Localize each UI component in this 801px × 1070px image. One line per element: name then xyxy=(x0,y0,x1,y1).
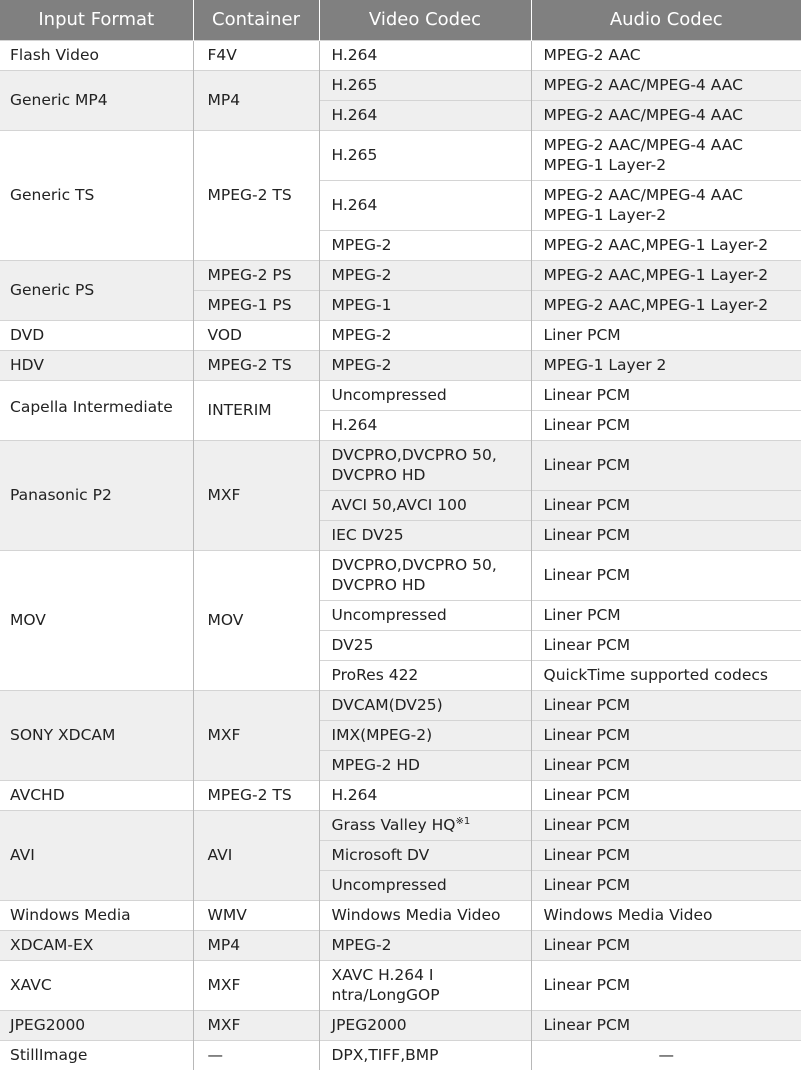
video-cell: DVCAM(DV25) xyxy=(319,690,531,720)
audio-cell: Liner PCM xyxy=(531,320,801,350)
audio-cell: Linear PCM xyxy=(531,630,801,660)
video-cell: MPEG-2 xyxy=(319,320,531,350)
format-cell: AVI xyxy=(0,810,193,900)
audio-cell: Linear PCM xyxy=(531,1010,801,1040)
format-cell: Capella Intermediate xyxy=(0,380,193,440)
table-row xyxy=(0,40,801,70)
container-cell: MP4 xyxy=(193,930,319,960)
container-cell: MXF xyxy=(193,690,319,780)
video-cell: DV25 xyxy=(319,630,531,660)
format-cell: MOV xyxy=(0,550,193,690)
audio-cell: Linear PCM xyxy=(531,490,801,520)
audio-cell: MPEG-2 AAC,MPEG-1 Layer-2 xyxy=(531,230,801,260)
video-cell: H.264 xyxy=(319,40,531,70)
table-row xyxy=(0,550,801,600)
format-cell: AVCHD xyxy=(0,780,193,810)
container-cell: MPEG-2 PS xyxy=(193,260,319,290)
video-cell: IMX(MPEG-2) xyxy=(319,720,531,750)
video-cell: MPEG-2 xyxy=(319,260,531,290)
header-video-codec: Video Codec xyxy=(319,0,531,40)
table-row xyxy=(0,350,801,380)
video-cell: Microsoft DV xyxy=(319,840,531,870)
video-cell: H.264 xyxy=(319,100,531,130)
video-cell: AVCI 50,AVCI 100 xyxy=(319,490,531,520)
format-cell: XAVC xyxy=(0,960,193,1010)
container-cell: MPEG-2 TS xyxy=(193,130,319,260)
container-cell: MPEG-2 TS xyxy=(193,350,319,380)
table-row xyxy=(0,780,801,810)
table-row xyxy=(0,900,801,930)
audio-cell: Liner PCM xyxy=(531,600,801,630)
video-cell: Uncompressed xyxy=(319,380,531,410)
video-cell: DPX,TIFF,BMP xyxy=(319,1040,531,1070)
audio-cell: Linear PCM xyxy=(531,960,801,1010)
audio-cell: Linear PCM xyxy=(531,870,801,900)
audio-cell: Linear PCM xyxy=(531,690,801,720)
video-cell: IEC DV25 xyxy=(319,520,531,550)
video-cell: DVCPRO,DVCPRO 50, DVCPRO HD xyxy=(319,440,531,490)
audio-cell: Linear PCM xyxy=(531,520,801,550)
table-row xyxy=(0,130,801,180)
audio-cell: Linear PCM xyxy=(531,810,801,840)
container-cell: MPEG-2 TS xyxy=(193,780,319,810)
table-row xyxy=(0,1010,801,1040)
table-row xyxy=(0,260,801,290)
video-cell: H.265 xyxy=(319,130,531,180)
table-row xyxy=(0,930,801,960)
format-cell: Windows Media xyxy=(0,900,193,930)
audio-cell: QuickTime supported codecs xyxy=(531,660,801,690)
audio-cell: Windows Media Video xyxy=(531,900,801,930)
container-cell: MXF xyxy=(193,960,319,1010)
video-cell: DVCPRO,DVCPRO 50, DVCPRO HD xyxy=(319,550,531,600)
container-cell: WMV xyxy=(193,900,319,930)
video-cell: XAVC H.264 I ntra/LongGOP xyxy=(319,960,531,1010)
video-text: Grass Valley HQ xyxy=(331,816,456,834)
audio-cell: Linear PCM xyxy=(531,380,801,410)
table-row xyxy=(0,320,801,350)
format-cell: XDCAM-EX xyxy=(0,930,193,960)
container-cell: F4V xyxy=(193,40,319,70)
video-cell: H.264 xyxy=(319,180,531,230)
format-cell: StillImage xyxy=(0,1040,193,1070)
format-cell: Generic PS xyxy=(0,260,193,320)
format-cell: DVD xyxy=(0,320,193,350)
audio-cell: MPEG-2 AAC/MPEG-4 AAC xyxy=(531,70,801,100)
audio-cell: Linear PCM xyxy=(531,750,801,780)
container-cell: MP4 xyxy=(193,70,319,130)
table-row xyxy=(0,1040,801,1070)
format-cell: HDV xyxy=(0,350,193,380)
video-cell: ProRes 422 xyxy=(319,660,531,690)
video-cell xyxy=(319,810,531,840)
audio-cell: Linear PCM xyxy=(531,410,801,440)
table-row xyxy=(0,960,801,1010)
audio-cell: Linear PCM xyxy=(531,930,801,960)
video-cell: MPEG-2 xyxy=(319,230,531,260)
container-cell: MOV xyxy=(193,550,319,690)
audio-cell: MPEG-2 AAC,MPEG-1 Layer-2 xyxy=(531,290,801,320)
header-input-format: Input Format xyxy=(0,0,193,40)
video-cell: Windows Media Video xyxy=(319,900,531,930)
video-cell: JPEG2000 xyxy=(319,1010,531,1040)
audio-cell: MPEG-2 AAC,MPEG-1 Layer-2 xyxy=(531,260,801,290)
audio-cell: MPEG-1 Layer 2 xyxy=(531,350,801,380)
video-cell: Uncompressed xyxy=(319,600,531,630)
table-row xyxy=(0,440,801,490)
video-cell: MPEG-2 xyxy=(319,350,531,380)
container-cell: INTERIM xyxy=(193,380,319,440)
table-row xyxy=(0,690,801,720)
container-cell: MXF xyxy=(193,440,319,550)
video-cell: H.265 xyxy=(319,70,531,100)
table-row xyxy=(0,70,801,100)
format-cell: Flash Video xyxy=(0,40,193,70)
header-audio-codec: Audio Codec xyxy=(531,0,801,40)
table-row xyxy=(0,380,801,410)
audio-cell: Linear PCM xyxy=(531,780,801,810)
audio-cell: MPEG-2 AAC/MPEG-4 AAC xyxy=(531,100,801,130)
audio-cell: MPEG-2 AAC/MPEG-4 AAC MPEG-1 Layer-2 xyxy=(531,130,801,180)
audio-cell: Linear PCM xyxy=(531,440,801,490)
video-cell: H.264 xyxy=(319,780,531,810)
video-cell: MPEG-2 HD xyxy=(319,750,531,780)
container-cell: VOD xyxy=(193,320,319,350)
container-cell: MXF xyxy=(193,1010,319,1040)
audio-cell: MPEG-2 AAC/MPEG-4 AAC MPEG-1 Layer-2 xyxy=(531,180,801,230)
audio-cell: MPEG-2 AAC xyxy=(531,40,801,70)
video-cell: H.264 xyxy=(319,410,531,440)
video-cell: MPEG-1 xyxy=(319,290,531,320)
format-cell: SONY XDCAM xyxy=(0,690,193,780)
video-cell: Uncompressed xyxy=(319,870,531,900)
header-container: Container xyxy=(193,0,319,40)
container-cell: — xyxy=(193,1040,319,1070)
container-cell: MPEG-1 PS xyxy=(193,290,319,320)
audio-cell: Linear PCM xyxy=(531,720,801,750)
audio-cell: — xyxy=(531,1040,801,1070)
format-cell: Generic TS xyxy=(0,130,193,260)
container-cell: AVI xyxy=(193,810,319,900)
footnote-marker: ※1 xyxy=(455,815,471,827)
format-cell: Panasonic P2 xyxy=(0,440,193,550)
audio-cell: Linear PCM xyxy=(531,840,801,870)
video-cell: MPEG-2 xyxy=(319,930,531,960)
header-row xyxy=(0,0,801,40)
audio-cell: Linear PCM xyxy=(531,550,801,600)
format-cell: Generic MP4 xyxy=(0,70,193,130)
format-cell: JPEG2000 xyxy=(0,1010,193,1040)
table-row xyxy=(0,810,801,840)
